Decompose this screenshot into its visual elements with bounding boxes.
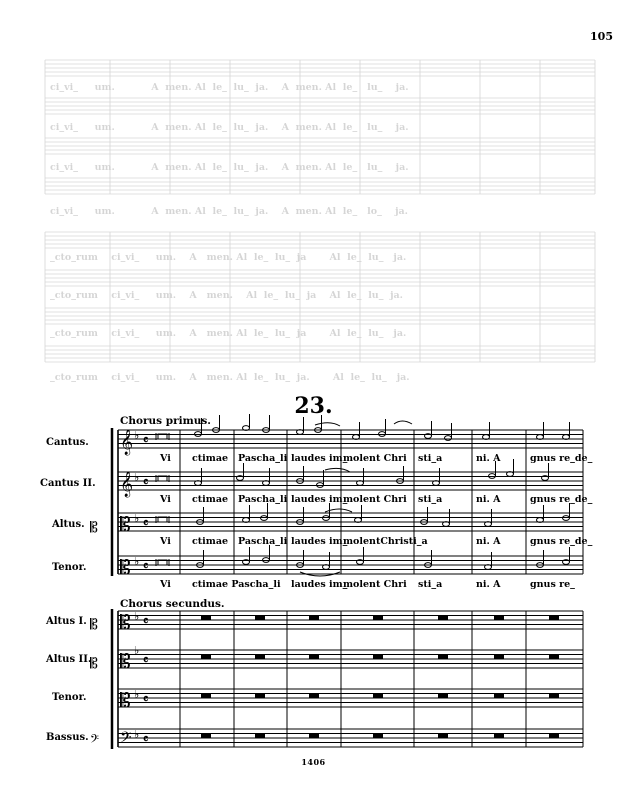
staff-altus-ii: [118, 650, 583, 668]
voice-label-altus-i: Altus I.: [46, 616, 87, 627]
alto-clef-icon: 𝄡: [120, 690, 131, 712]
lyric-cantus2-4: molent Chri: [343, 494, 407, 505]
footer-plate-number: 1406: [301, 757, 326, 767]
lyric-cantus2-5: sti_a: [418, 494, 443, 505]
lyric-tenor-5: ni. A: [476, 579, 501, 590]
alto-clef-margin-icon: 𝄡: [90, 656, 98, 672]
svg-text:𝄴: 𝄴: [143, 475, 149, 489]
alto-clef-icon: 𝄡: [120, 612, 131, 634]
bass-clef-icon: 𝄢: [120, 729, 132, 750]
lyric-altus-1: ctimae: [192, 536, 229, 547]
staff-tenor: [118, 556, 583, 574]
bass-clef-margin-icon: 𝄢: [90, 733, 100, 749]
svg-text:𝄴: 𝄴: [143, 614, 149, 628]
svg-text:♭: ♭: [134, 429, 140, 442]
lyric-tenor-1: ctimae Pascha_li: [192, 579, 281, 590]
staff-altus-i: [118, 611, 583, 629]
lyric-cantus2-7: gnus re_de_: [530, 494, 593, 505]
lyric-cantus-5: sti_a: [418, 453, 443, 464]
lyric-altus-0: Vi: [160, 536, 171, 547]
voice-label-altus-ii: Altus II.: [46, 654, 92, 665]
lyric-cantus2-3: laudes im_: [291, 494, 348, 505]
svg-text:𝄴: 𝄴: [143, 732, 149, 746]
time-signatures: [143, 433, 148, 746]
staff-cantus: [118, 430, 583, 448]
lyric-cantus-6: ni. A: [476, 453, 501, 464]
ghost-lyric-row: ci_vi_ um. A men. Al le_ lu_ ja. A men. Al le_ lu_ ja.: [50, 82, 409, 93]
svg-text:𝄴: 𝄴: [143, 692, 149, 706]
ghost-lyric-row: ci_vi_ um. A men. Al le_ lu_ ja. A men. Al le_ lu_ ja.: [50, 162, 409, 173]
treble-clef-icon: 𝄞: [120, 430, 134, 455]
voice-label-altus: Altus.: [52, 519, 85, 530]
lyric-cantus-4: molent Chri: [343, 453, 407, 464]
svg-text:♭: ♭: [134, 610, 140, 623]
piece-number: 23.: [294, 393, 333, 419]
lyric-tenor-2: laudes im_: [291, 579, 348, 590]
lyric-cantus2-6: ni. A: [476, 494, 501, 505]
lyric-tenor-0: Vi: [160, 579, 171, 590]
alto-clef-margin-icon: 𝄡: [90, 520, 98, 536]
ghost-lyric-row: _cto_rum ci_vi_ um. A men. Al le_ lu_ ja Al le_ lu_ ja.: [50, 252, 407, 263]
svg-text:𝄴: 𝄴: [143, 433, 149, 447]
svg-text:♭: ♭: [134, 728, 140, 741]
lyric-altus-2: Pascha_li: [238, 536, 288, 547]
staff-bassus: [118, 729, 583, 747]
ghost-lyric-row: ci_vi_ um. A men. Al le_ lu_ ja. A men. Al le_ lu_ ja.: [50, 122, 409, 133]
lyric-altus-4: molentChristi_a: [343, 536, 428, 547]
barlines-chorus-secundus: [118, 611, 583, 747]
lyric-cantus-7: gnus re_de_: [530, 453, 593, 464]
svg-text:𝄴: 𝄴: [143, 653, 149, 667]
lyric-tenor-4: sti_a: [418, 579, 443, 590]
svg-text:♭: ♭: [134, 644, 140, 657]
alto-clef-icon: 𝄡: [120, 651, 131, 673]
lyric-altus-6: gnus re_de_: [530, 536, 593, 547]
lyric-altus-5: ni. A: [476, 536, 501, 547]
ghost-lyric-row: ci_vi_ um. A men. Al le_ lu_ ja. A men. Al le_ lo_ ja.: [50, 206, 408, 217]
svg-text:♭: ♭: [134, 471, 140, 484]
lyric-cantus-1: ctimae: [192, 453, 229, 464]
lyric-tenor-6: gnus re_: [530, 579, 575, 590]
svg-text:𝄴: 𝄴: [143, 559, 149, 573]
lyric-altus-3: laudes im_: [291, 536, 348, 547]
key-signatures: [134, 429, 139, 741]
treble-clef-icon: 𝄞: [120, 472, 134, 497]
staff-tenor-ii: [118, 689, 583, 707]
voice-label-bassus: Bassus.: [46, 732, 89, 743]
svg-text:𝄴: 𝄴: [143, 516, 149, 530]
ghost-lyric-row: _cto_rum ci_vi_ um. A men. Al le_ lu_ ja. Al le_ lu_ ja.: [50, 372, 410, 383]
page-number: 105: [590, 30, 613, 43]
lyric-cantus2-1: ctimae: [192, 494, 229, 505]
voice-label-cantus: Cantus.: [46, 437, 89, 448]
lyric-tenor-3: molent Chri: [343, 579, 407, 590]
voice-label-cantus-ii: Cantus II.: [40, 478, 96, 489]
lyric-cantus2-0: Vi: [160, 494, 171, 505]
voice-label-tenor: Tenor.: [52, 562, 87, 573]
svg-text:♭: ♭: [134, 512, 140, 525]
rests-chorus-secundus: [201, 616, 559, 738]
chorus-secundus-label: Chorus secundus.: [120, 598, 225, 610]
svg-text:♭: ♭: [134, 555, 140, 568]
ghost-lyric-row: _cto_rum ci_vi_ um. A men. Al le_ lu_ ja Al le_ lu_ ja.: [50, 328, 407, 339]
voice-label-tenor-ii: Tenor.: [52, 692, 87, 703]
alto-clef-icon: 𝄡: [120, 557, 131, 579]
alto-clef-margin-icon: 𝄡: [90, 617, 98, 633]
staff-altus: [118, 513, 583, 531]
lyric-cantus-3: laudes im_: [291, 453, 348, 464]
lyric-cantus-0: Vi: [160, 453, 171, 464]
svg-text:♭: ♭: [134, 688, 140, 701]
alto-clef-icon: 𝄡: [120, 514, 131, 536]
lyric-cantus-2: Pascha_li: [238, 453, 288, 464]
chorus-primus-label: Chorus primus.: [120, 415, 211, 427]
ghost-lyric-row: _cto_rum ci_vi_ um. A men. Al le_ lu_ ja Al le_ lu_ ja.: [50, 290, 403, 301]
lyric-cantus2-2: Pascha_li: [238, 494, 288, 505]
